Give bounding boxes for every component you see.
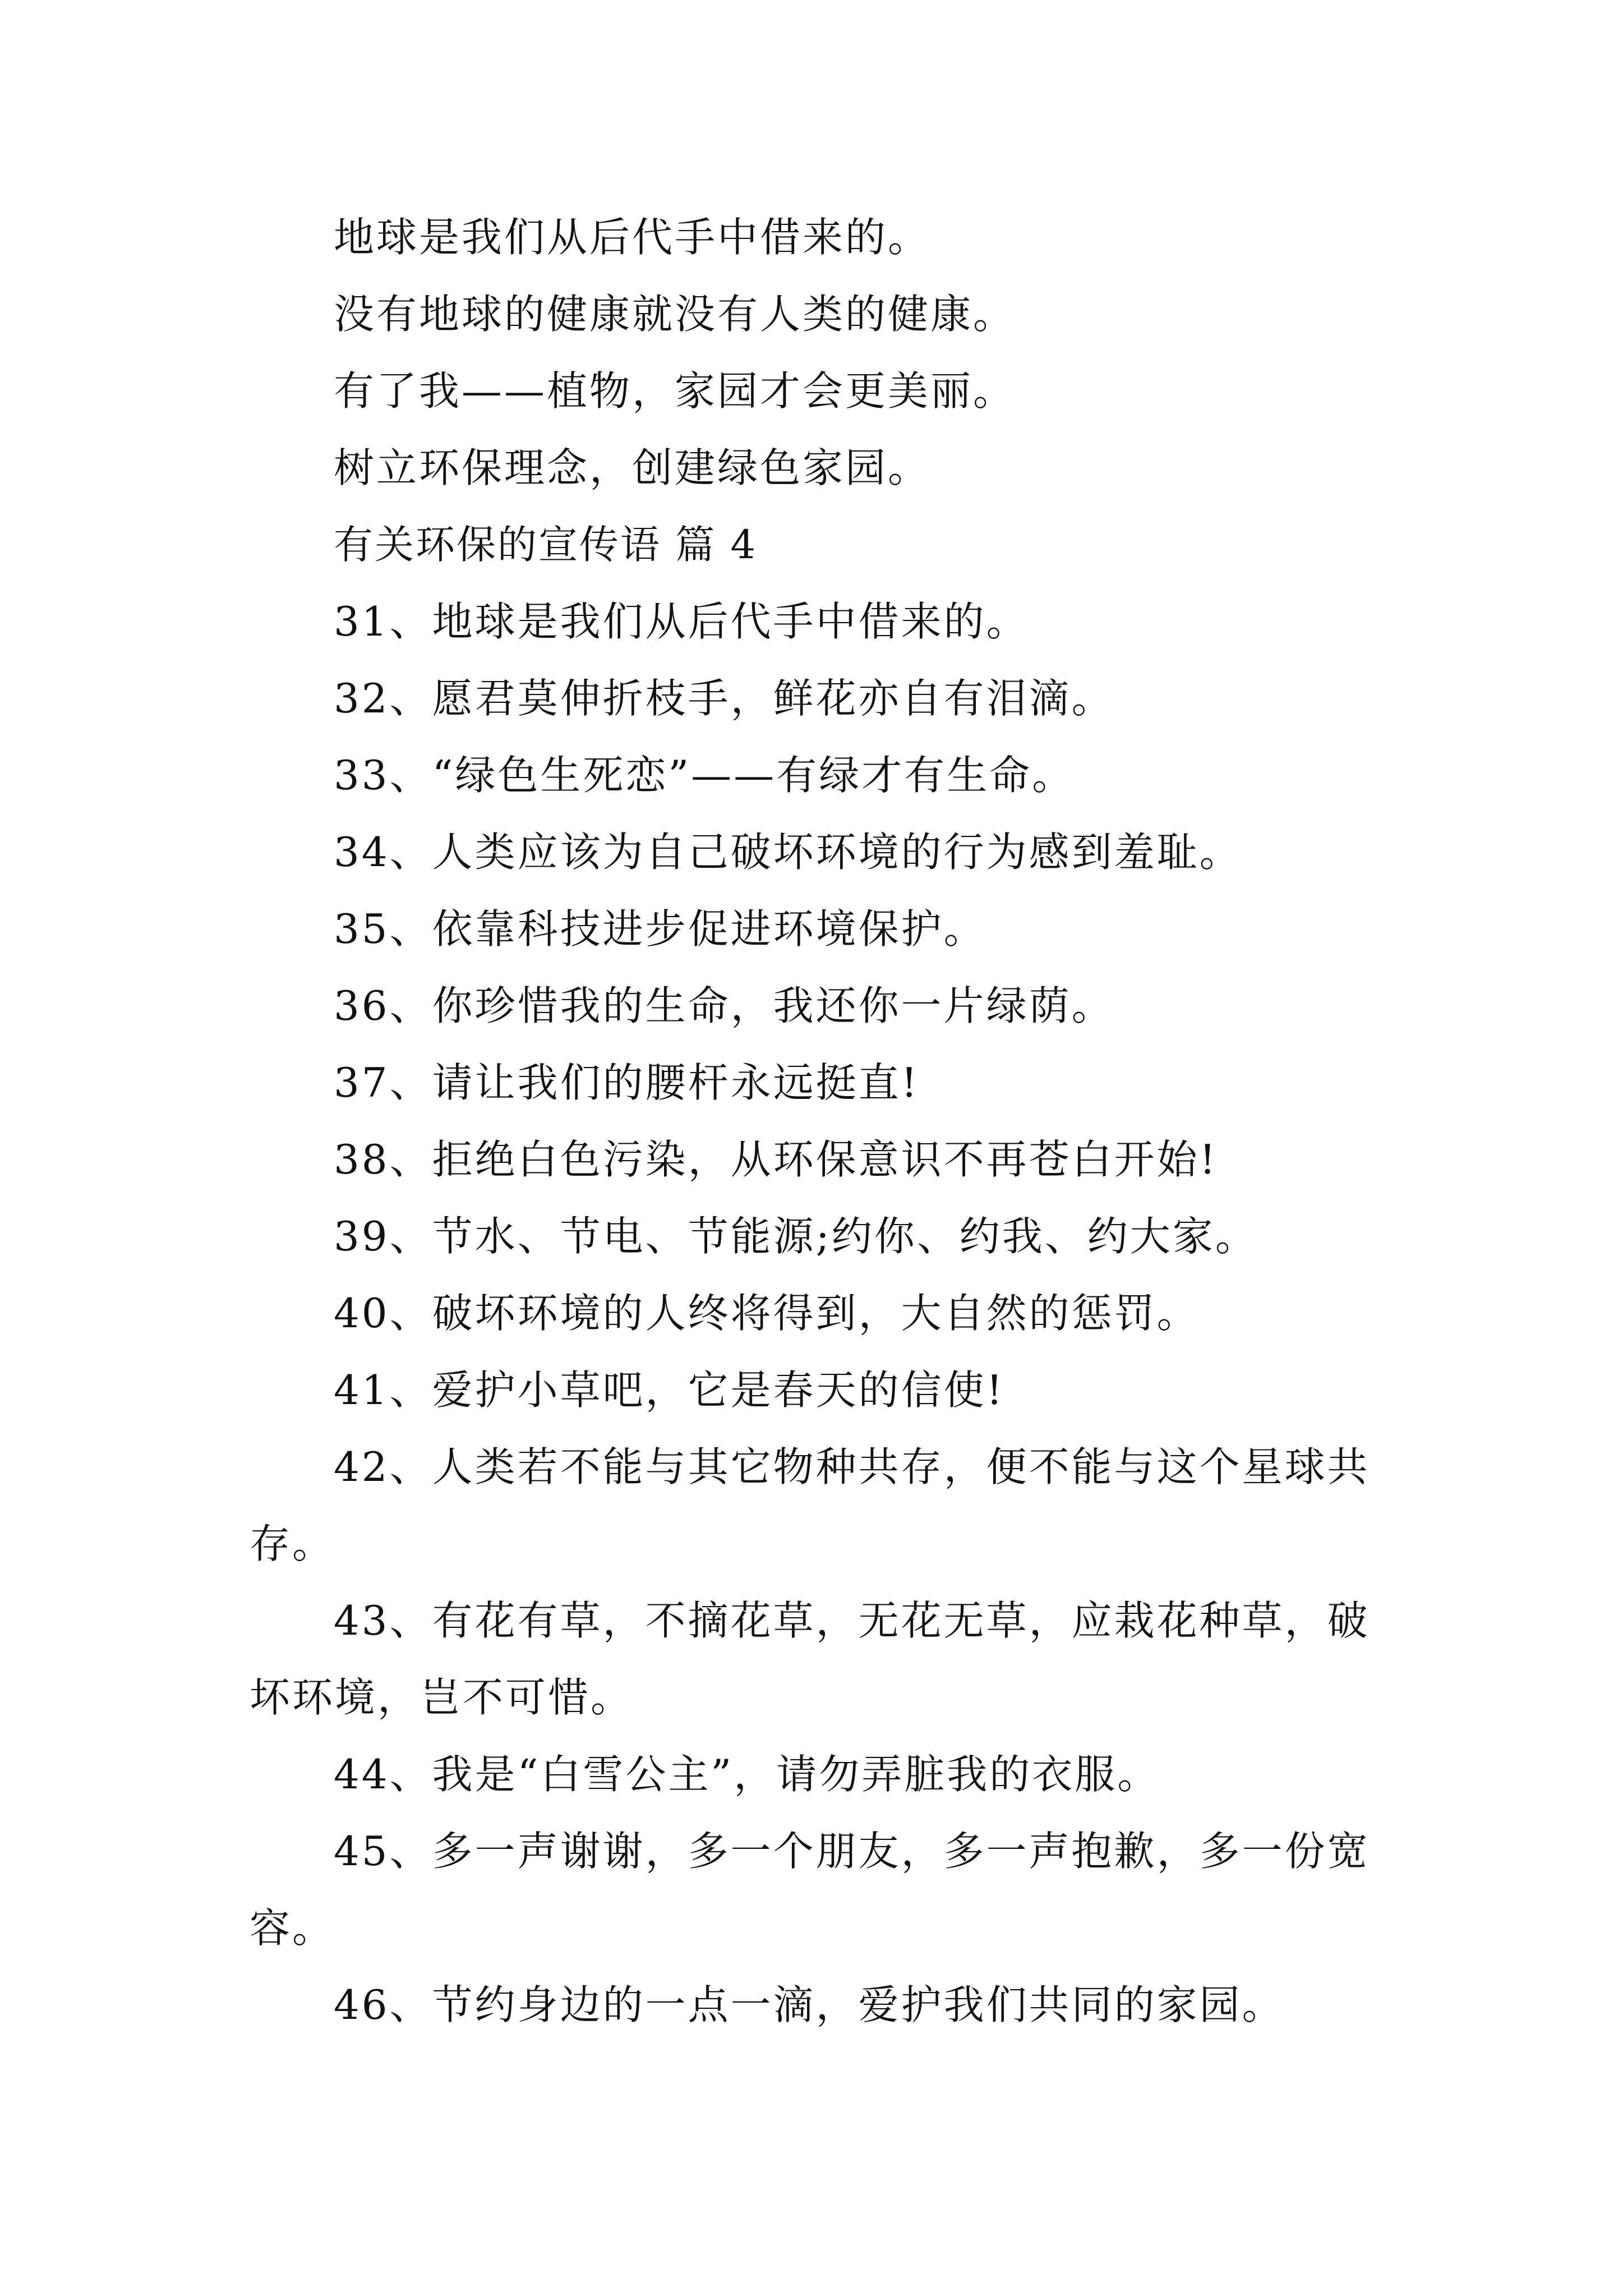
paragraph: 没有地球的健康就没有人类的健康。 <box>334 291 1016 338</box>
paragraph: 树立环保理念，创建绿色家园。 <box>334 444 931 491</box>
document-body <box>250 199 1388 2044</box>
slogan-item: 33、“绿色生死恋”——有绿才有生命。 <box>334 752 1075 799</box>
slogan-item: 36、你珍惜我的生命，我还你一片绿荫。 <box>334 982 1114 1029</box>
slogan-item: 35、依靠科技进步促进环境保护。 <box>334 905 986 953</box>
slogan-item: 34、人类应该为自己破坏环境的行为感到羞耻。 <box>334 829 1242 876</box>
slogan-item: 31、地球是我们从后代手中借来的。 <box>334 598 1029 645</box>
slogan-item: 38、拒绝白色污染，从环保意识不再苍白开始! <box>334 1136 1218 1183</box>
slogan-item: 46、节约身边的一点一滴，爱护我们共同的家园。 <box>334 1981 1285 2028</box>
slogan-item: 37、请让我们的腰杆永远挺直! <box>334 1059 920 1106</box>
slogan-item: 43、有花有草，不摘花草，无花无草，应栽花种草，破坏环境，岂不可惜。 <box>250 1597 1370 1721</box>
slogan-item: 41、爱护小草吧，它是春天的信使! <box>334 1366 1005 1414</box>
slogan-item: 32、愿君莫伸折枝手，鲜花亦自有泪滴。 <box>334 675 1114 722</box>
paragraph: 地球是我们从后代手中借来的。 <box>334 214 931 261</box>
paragraph: 有了我——植物，家园才会更美丽。 <box>334 367 1016 415</box>
slogan-item: 39、节水、节电、节能源;约你、约我、约大家。 <box>334 1213 1258 1260</box>
section-heading: 有关环保的宣传语 篇 4 <box>334 522 758 568</box>
slogan-item: 45、多一声谢谢，多一个朋友，多一声抱歉，多一份宽容。 <box>250 1828 1370 1952</box>
slogan-item: 42、人类若不能与其它物种共存，便不能与这个星球共存。 <box>250 1443 1370 1567</box>
slogan-item: 40、破坏环境的人终将得到，大自然的惩罚。 <box>334 1290 1200 1337</box>
slogan-item: 44、我是“白雪公主”，请勿弄脏我的衣服。 <box>334 1751 1160 1798</box>
